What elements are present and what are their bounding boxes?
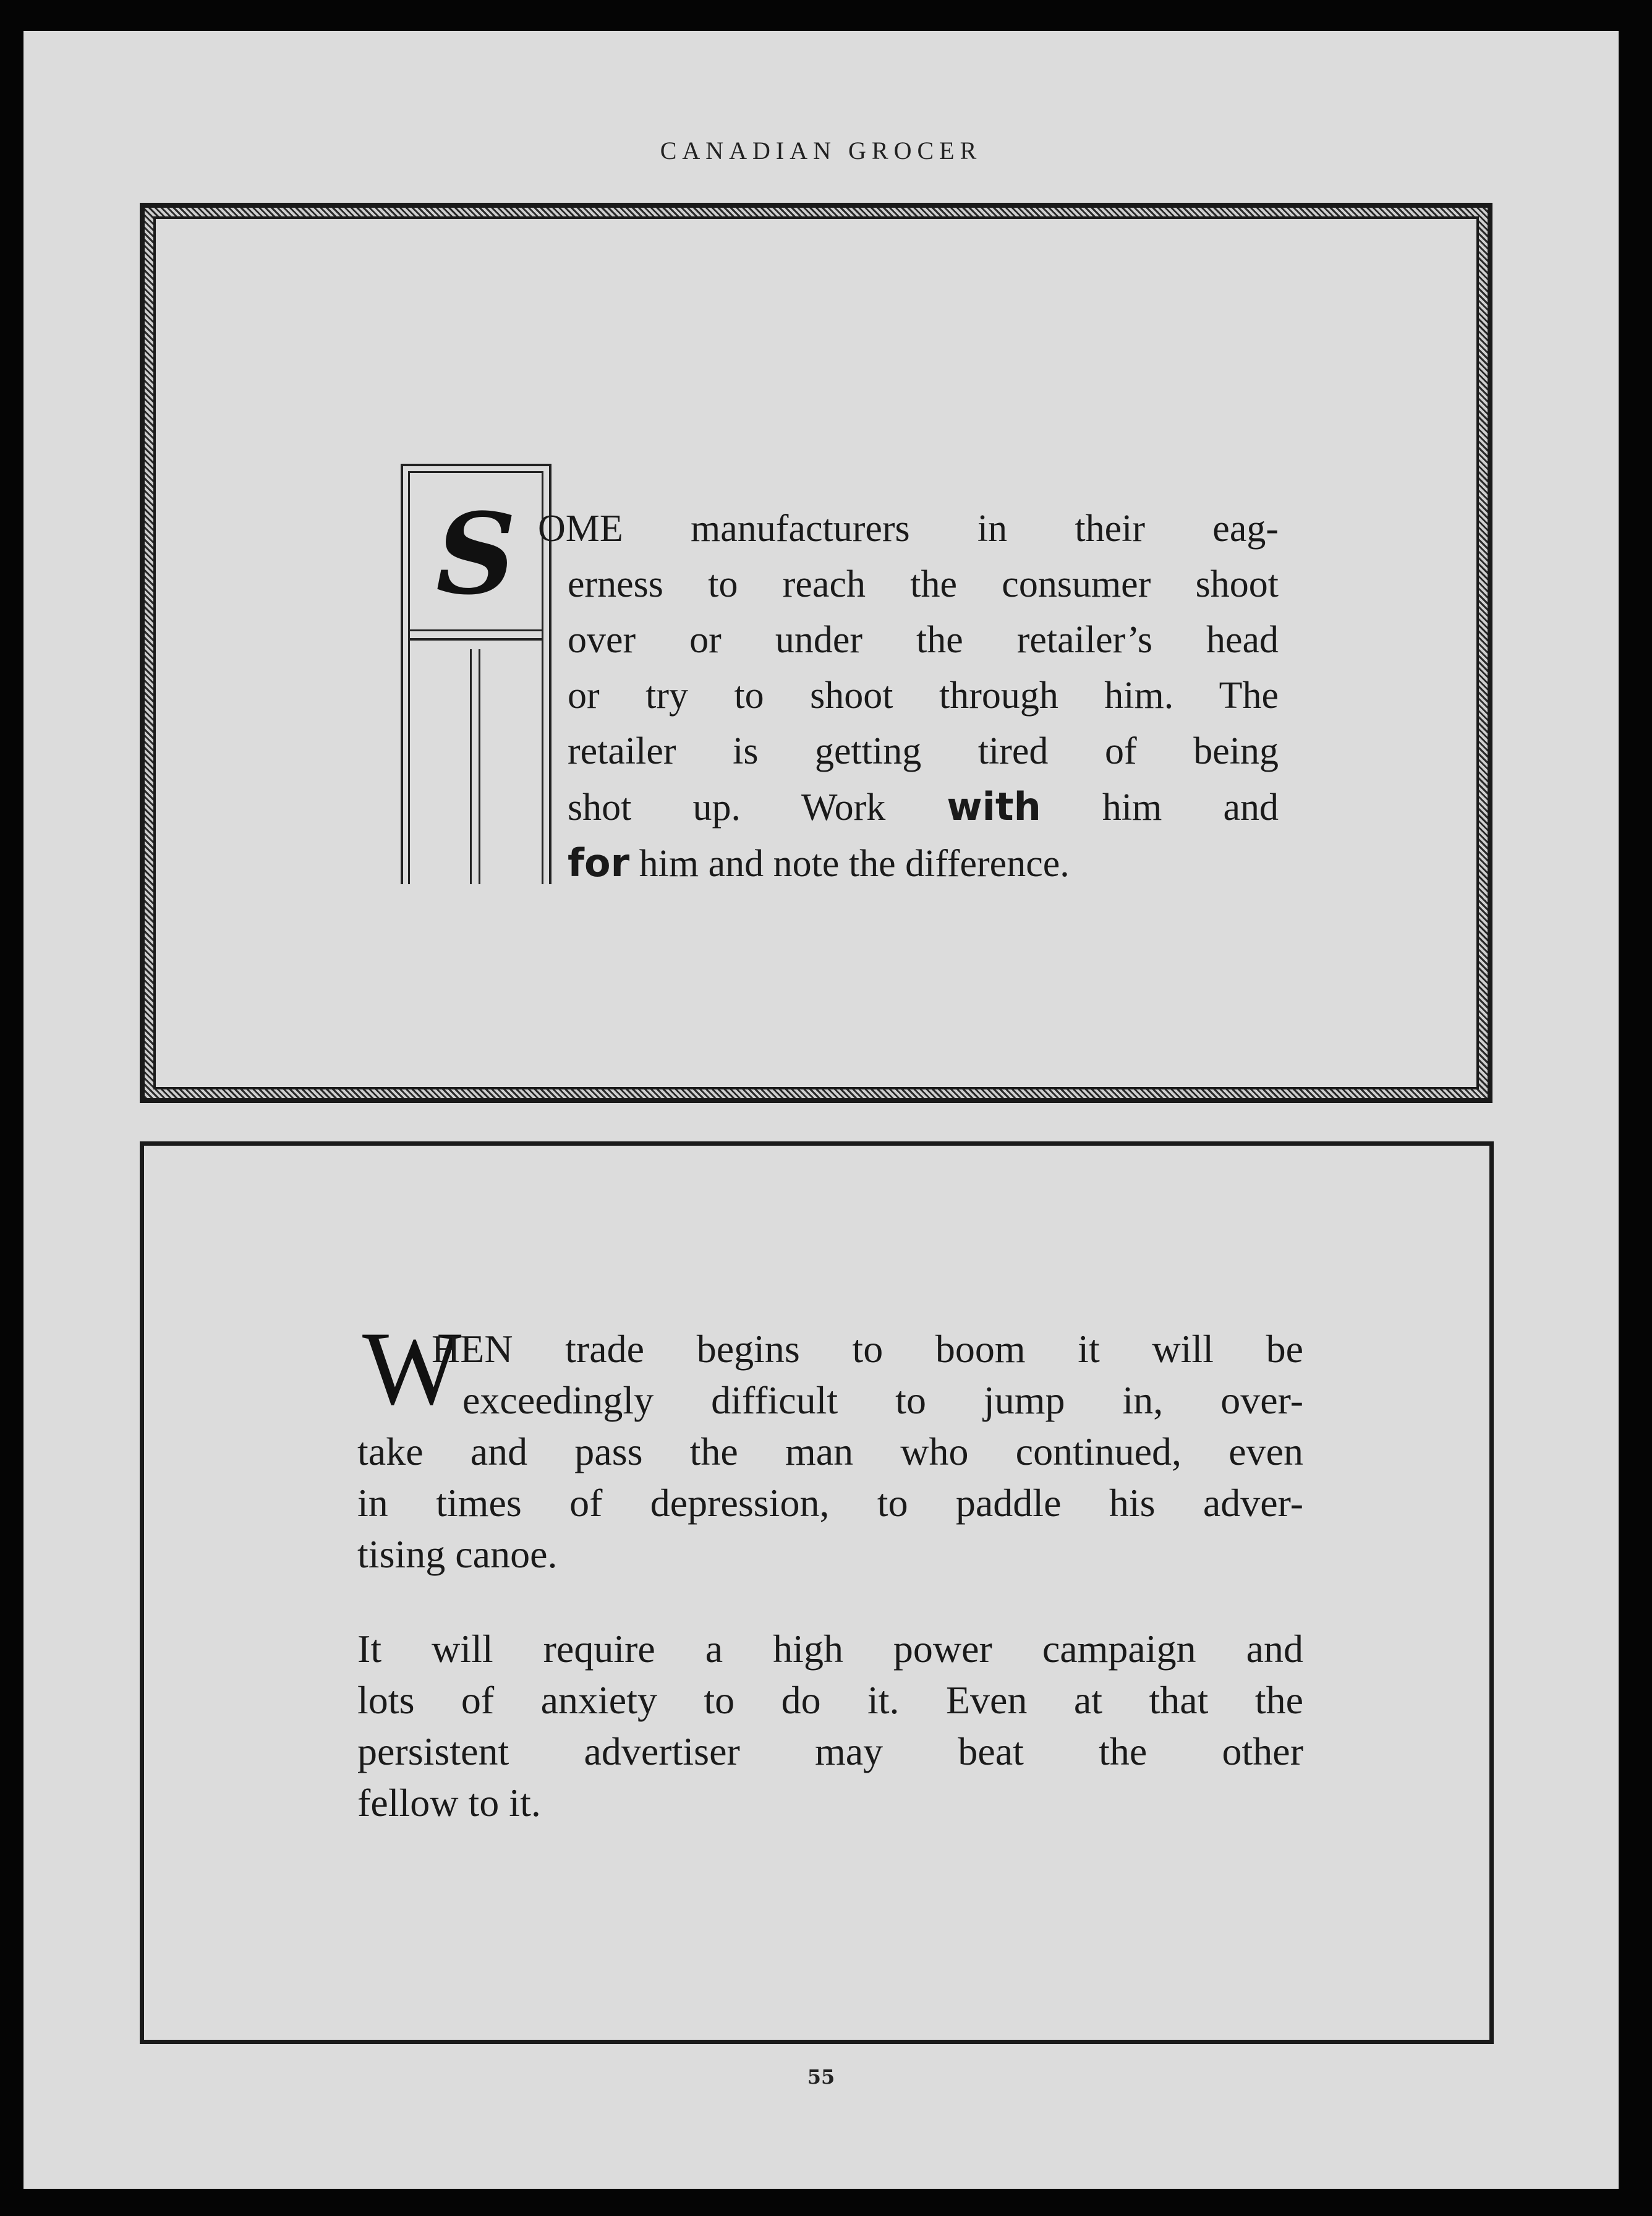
bottom-p1-line-5: tising canoe. [357,1532,558,1576]
top-line-6: shot up. Work with him and [568,784,1279,829]
ornamental-initial-s: S [436,489,516,620]
magazine-page [23,31,1619,2189]
top-line-1: OME manufacturers in their eag- [538,508,1279,550]
top-line-4: or try to shoot through him. The [568,675,1279,717]
running-head: CANADIAN GROCER [660,137,982,164]
bottom-p2-line-1: It will require a high power campaign and [357,1627,1303,1671]
bottom-p2-line-2: lots of anxiety to do it. Even at that the [357,1678,1303,1722]
bottom-notice-text [357,1310,1303,1828]
emphasis-with: with [947,784,1041,829]
bottom-p2-line-3: persistent advertiser may beat the other [357,1729,1303,1773]
top-line-7: for him and note the difference. [568,840,1070,885]
bottom-p2-line-4: fellow to it. [357,1781,541,1825]
page-number: 55 [807,2065,835,2089]
top-line-5: retailer is getting tired of being [568,730,1279,772]
top-line-3: over or under the retailer’s head [568,619,1279,661]
top-notice-text [538,501,1279,892]
drop-cap-w: W [362,1310,462,1426]
ornamental-initial-frame [401,464,554,884]
bottom-p1-line-3: take and pass the man who continued, even [357,1430,1303,1473]
bottom-p1-line-2: exceedingly difficult to jump in, over- [462,1378,1303,1422]
top-line-2: erness to reach the consumer shoot [568,563,1279,605]
bottom-p1-line-1: HEN trade begins to boom it will be [432,1327,1303,1371]
emphasis-for: for [568,840,630,885]
bottom-p1-line-4: in times of depression, to paddle his adver- [357,1481,1303,1525]
